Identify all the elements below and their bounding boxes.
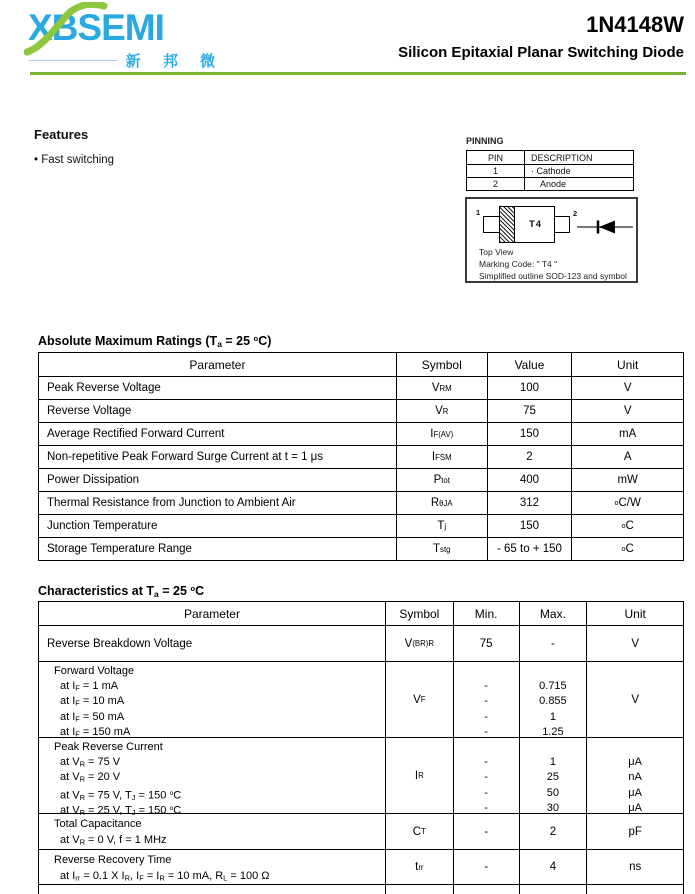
table-row	[39, 399, 683, 422]
symbol-cell: T j	[396, 515, 487, 537]
unit-cell: pF	[586, 814, 683, 849]
table-row	[39, 491, 683, 514]
table-row-forward-voltage	[39, 661, 683, 737]
pinning-table	[466, 150, 634, 191]
max-cell: 4	[519, 850, 587, 884]
unit-cell: V	[586, 662, 683, 737]
min-cell: -	[453, 850, 519, 884]
value-cell: 75	[487, 400, 572, 422]
header-unit: Unit	[571, 353, 683, 376]
pinning-heading: PINNING	[466, 136, 504, 146]
parameter-cell: Reverse Voltage	[47, 405, 132, 417]
parameter-cell: Reverse Breakdown Voltage	[47, 637, 193, 650]
parameter-cell: Peak Reverse Current at $V_R = 75$ V at $V_R = 20$ V at $V_R = 75$ V, $T_J = 150$ $^o$C at $V_R = 25$ V, $T_J = 150$ $^o$C	[54, 741, 182, 817]
symbol-cell: V F	[385, 662, 453, 737]
value-cell: 312	[487, 492, 572, 514]
unit-cell: o C	[571, 515, 683, 537]
min-cell: 75	[453, 626, 519, 661]
pinning-header-pin: PIN	[487, 152, 503, 163]
unit-cell: o C/W	[571, 492, 683, 514]
abs-max-header-row	[39, 353, 683, 376]
parameter-cell: Reverse Recovery Time at $I_{rr} = 0.1$ X $I_R$, $I_F = I_R = 10$ mA, $R_L = 100$ Ω	[54, 854, 270, 883]
package-lead-right	[553, 216, 570, 233]
parameter-cell: Non-repetitive Peak Forward Surge Current at t = 1 μs	[47, 451, 324, 463]
parameter-cell: Total Capacitance at $V_R = 0$ V, f = 1 MHz	[54, 818, 167, 847]
value-cell: - 65 to + 150	[487, 538, 572, 560]
logo-divider	[28, 60, 118, 61]
package-pin1-label: 1	[476, 208, 481, 217]
header-unit: Unit	[586, 602, 683, 625]
pin-number: 2	[492, 179, 498, 189]
parameter-cell: Forward Voltage at $I_F = 1$ mA at $I_F = 10$ mA at $I_F = 50$ mA at $I_F = 150$ mA	[54, 665, 135, 739]
feature-item: • Fast switching	[34, 154, 115, 166]
parameter-cell: Average Rectified Forward Current	[47, 428, 225, 440]
header-divider	[30, 72, 686, 75]
parameter-cell: Power Dissipation	[47, 474, 140, 486]
header-parameter: Parameter	[189, 357, 246, 372]
unit-cell: V	[586, 626, 683, 661]
max-cell: 0.715 0.855 1 1.25	[519, 662, 587, 737]
value-cell: 150	[487, 423, 572, 445]
min-cell: -	[453, 814, 519, 849]
value-cell: 2	[487, 446, 572, 468]
header-min: Min.	[453, 602, 519, 625]
symbol-cell: R θJA	[396, 492, 487, 514]
min-cell: - - - -	[453, 738, 519, 813]
parameter-cell: Storage Temperature Range	[47, 543, 192, 555]
package-body	[499, 206, 555, 243]
characteristics-header-row	[39, 602, 683, 625]
logo-cn-row	[28, 50, 224, 71]
pinning-row	[467, 164, 633, 177]
table-row-total-capacitance	[39, 813, 683, 849]
header-value: Value	[487, 353, 572, 376]
header-max: Max.	[519, 602, 587, 625]
caption-marking-code: Marking Code: " T4 "	[479, 259, 558, 269]
pinning-header-description: DESCRIPTION	[524, 151, 633, 164]
symbol-cell: P tot	[396, 469, 487, 491]
max-cell: 2	[519, 814, 587, 849]
unit-cell: μA nA μA μA	[586, 738, 683, 813]
diode-symbol-icon	[577, 219, 633, 235]
caption-outline: Simplified outline SOD-123 and symbol	[479, 271, 627, 281]
max-cell: -	[519, 626, 587, 661]
header-symbol: Symbol	[385, 602, 453, 625]
pinning-row	[467, 177, 633, 190]
symbol-cell: V (BR)R	[385, 626, 453, 661]
table-row-reverse-breakdown	[39, 625, 683, 661]
unit-cell: mW	[571, 469, 683, 491]
table-row	[39, 514, 683, 537]
table-row-peak-reverse-current	[39, 737, 683, 817]
unit-cell: mA	[571, 423, 683, 445]
table-row	[39, 445, 683, 468]
symbol-cell: T stg	[396, 538, 487, 560]
table-row	[39, 537, 683, 560]
table-row	[39, 422, 683, 445]
package-pin2-label: 2	[573, 209, 578, 218]
parameter-cell: Thermal Resistance from Junction to Ambient Air	[47, 497, 296, 509]
page-title-part-number: 1N4148W	[586, 12, 684, 37]
symbol-cell: V R	[396, 400, 487, 422]
pinning-header-row	[467, 151, 633, 164]
characteristics-table	[38, 601, 684, 894]
characteristics-heading: Characteristics at $T_a = 25$ $^o$C	[38, 584, 205, 599]
symbol-cell: I FSM	[396, 446, 487, 468]
table-row	[39, 376, 683, 399]
parameter-cell: Junction Temperature	[47, 520, 158, 532]
cathode-band	[500, 207, 515, 242]
value-cell: 150	[487, 515, 572, 537]
company-logo	[28, 8, 228, 71]
header-symbol: Symbol	[396, 353, 487, 376]
package-outline-diagram	[465, 197, 638, 283]
abs-max-heading: Absolute Maximum Ratings ($T_a = 25$ $^o$C)	[38, 334, 272, 349]
unit-cell: o C	[571, 538, 683, 560]
logo-wordmark: XBSEMI	[28, 7, 164, 48]
header-parameter: Parameter	[183, 606, 240, 621]
unit-cell: V	[571, 377, 683, 399]
unit-cell: A	[571, 446, 683, 468]
unit-cell: ns	[586, 850, 683, 884]
symbol-cell: I F(AV)	[396, 423, 487, 445]
value-cell: 100	[487, 377, 572, 399]
parameter-cell: Peak Reverse Voltage	[47, 382, 161, 394]
table-row	[39, 468, 683, 491]
marking-code-label: T4	[528, 219, 543, 230]
symbol-cell: t rr	[385, 850, 453, 884]
symbol-cell: V RM	[396, 377, 487, 399]
value-cell: 400	[487, 469, 572, 491]
min-cell: - - - -	[453, 662, 519, 737]
package-caption	[479, 246, 627, 282]
symbol-cell: C T	[385, 814, 453, 849]
table-row-reverse-recovery	[39, 849, 683, 884]
features-heading: Features	[34, 127, 89, 142]
page-subtitle: Silicon Epitaxial Planar Switching Diode	[398, 44, 684, 61]
unit-cell: V	[571, 400, 683, 422]
caption-top-view: Top View	[479, 247, 514, 257]
abs-max-table	[38, 352, 684, 561]
max-cell: 1 25 50 30	[519, 738, 587, 813]
symbol-cell: I R	[385, 738, 453, 813]
pin-number: 1	[492, 166, 498, 176]
pin-description: Anode	[524, 178, 633, 190]
logo-chinese-name: 新 邦 微	[125, 53, 224, 70]
pin-description: · Cathode	[524, 165, 633, 177]
table-row-clipped	[39, 884, 683, 894]
